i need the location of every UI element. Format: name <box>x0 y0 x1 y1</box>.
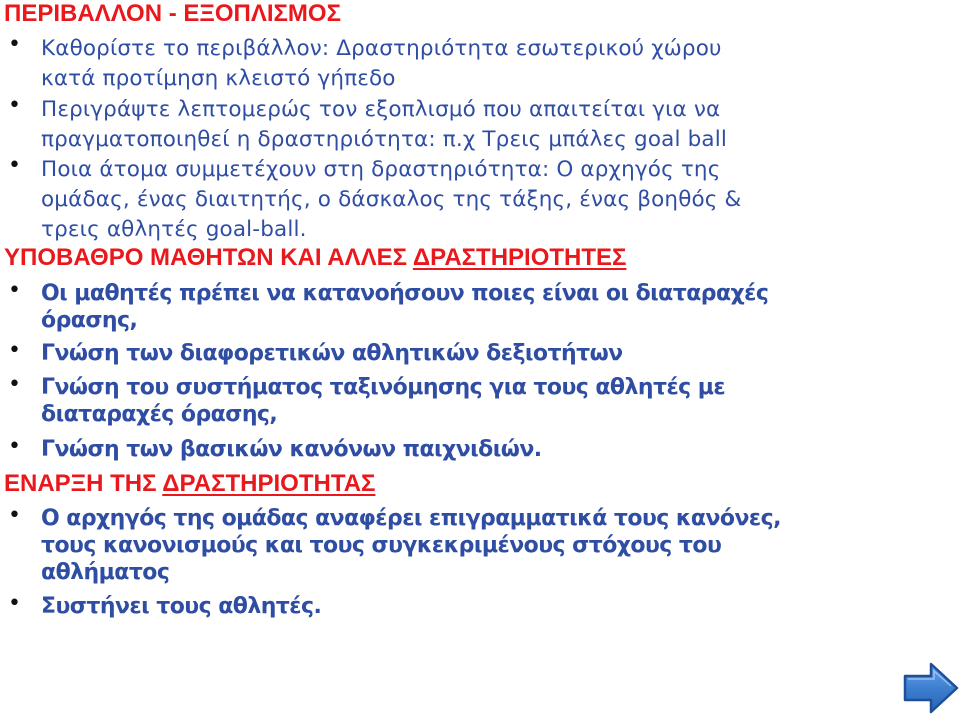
bullet-text: Καθορίστε το περιβάλλον: Δραστηριότητα εσωτερικού χώρου κατά προτίμηση κλειστό γήπεδο <box>41 36 722 91</box>
bullet-text: Συστήνει τους αθλητές. <box>41 594 322 619</box>
bullet-icon: • <box>8 434 21 459</box>
right-arrow-icon <box>903 662 959 714</box>
next-slide-button[interactable] <box>903 662 959 714</box>
bullet-icon: • <box>8 372 21 397</box>
bullet-icon: • <box>8 93 21 118</box>
bullet-icon: • <box>8 338 21 363</box>
bullet-text: Περιγράψτε λεπτομερώς τον εξοπλισμό που απαιτείται για να πραγματοποιηθεί η δραστηριότητα: π.χ Τρεις μπάλες goal ball <box>41 97 727 152</box>
bullet-icon: • <box>8 153 21 178</box>
bullet-text: Γνώση των διαφορετικών αθλητικών δεξιοτήτων <box>41 341 623 366</box>
bullet-icon: • <box>8 32 21 57</box>
bullet-icon: • <box>8 591 21 616</box>
heading-environment-equipment: ΠΕΡΙΒΑΛΛΟΝ - ΕΞΟΠΛΙΣΜΟΣ <box>4 0 341 27</box>
heading-student-background: ΥΠΟΒΑΘΡΟ ΜΑΘΗΤΩΝ ΚΑΙ ΑΛΛΕΣ ΔΡΑΣΤΗΡΙΟΤΗΤΕΣ <box>4 244 627 271</box>
bullet-icon: • <box>8 278 21 303</box>
bullet-text: Γνώση του συστήματος ταξινόμησης για τους αθλητές με διαταραχές όρασης, <box>41 375 726 427</box>
bullet-text: Οι μαθητές πρέπει να κατανοήσουν ποιες είναι οι διαταραχές όρασης, <box>41 281 769 333</box>
bullet-text: Γνώση των βασικών κανόνων παιχνιδιών. <box>41 437 542 462</box>
bullet-text: Ποια άτομα συμμετέχουν στη δραστηριότητα: Ο αρχηγός της ομάδας, ένας διαιτητής, ο δάσκαλος της τάξης, ένας βοηθός & τρεις αθλητές goal-ball. <box>41 157 742 242</box>
heading-activity-start: ΕΝΑΡΞΗ ΤΗΣ ΔΡΑΣΤΗΡΙΟΤΗΤΑΣ <box>4 470 376 497</box>
bullet-text: Ο αρχηγός της ομάδας αναφέρει επιγραμματικά τους κανόνες, τους κανονισμούς και τους συγκεκριμένους στόχους του αθλήματος <box>41 506 781 585</box>
bullet-icon: • <box>8 503 21 528</box>
